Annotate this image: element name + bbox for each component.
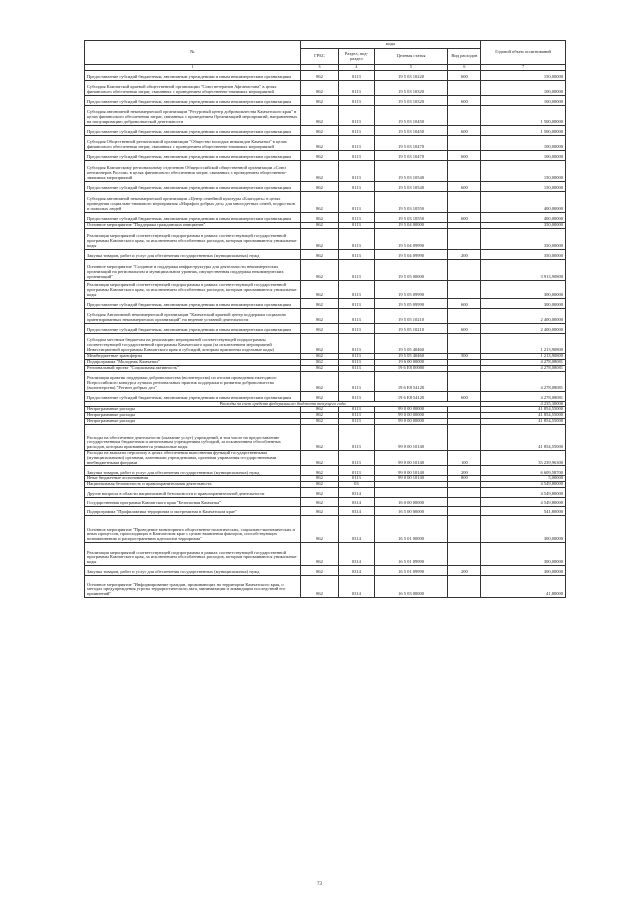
sum-cell: 300,00000 (481, 542, 566, 565)
expense-type-cell: 600 (448, 125, 481, 135)
name-cell: Предоставление субсидий бюджетным, автономным учреждениям и иным некоммерческим организациям (85, 181, 301, 191)
name-cell: Подпрограмма "Молодежь Камчатки" (85, 359, 301, 365)
target-cell: 99 0 00 00000 (374, 413, 448, 419)
grbs-cell: 862 (300, 476, 338, 482)
expense-type-cell (448, 105, 481, 125)
column-number: 5 (374, 65, 448, 71)
section-cell: 0113 (339, 249, 375, 259)
sum-cell: 150,00000 (481, 160, 566, 181)
name-cell: Региональный проект "Социальная активность" (85, 365, 301, 371)
sum-cell: 6 609,58700 (481, 466, 566, 476)
sum-cell: 41 854,55000 (481, 413, 566, 419)
sum-cell: 4 549,80000 (481, 482, 566, 488)
sum-cell: 1 500,00000 (481, 105, 566, 125)
table-row (85, 212, 566, 222)
grbs-cell: 862 (300, 308, 338, 323)
table-row (85, 298, 566, 308)
target-cell: 19 5 03 10220 (374, 70, 448, 80)
target-cell: 19 5 05 00000 (374, 259, 448, 280)
name-cell: Реализация мероприятий соответствующей подпрограммы в рамках соответствующей государственной программы Камчатского края, за исключением обособленных расходов, которым присваиваются уникальные коды (85, 228, 301, 249)
target-cell: 99 0 00 00000 (374, 407, 448, 413)
section-cell: 0113 (339, 222, 375, 228)
expense-type-cell: 200 (448, 466, 481, 476)
section-cell: 0113 (339, 259, 375, 280)
target-cell: 19 5 05 40460 (374, 333, 448, 353)
budget-table (84, 40, 566, 598)
target-cell: 19 6 00 00000 (374, 359, 448, 365)
grbs-cell: 862 (300, 565, 338, 575)
section-cell: 0113 (339, 365, 375, 371)
target-cell: 16 5 01 00000 (374, 515, 448, 542)
expense-type-cell (448, 228, 481, 249)
expense-type-cell (448, 487, 481, 497)
target-cell: 16 0 00 00000 (374, 497, 448, 506)
sum-cell: 541,80000 (481, 506, 566, 515)
grbs-cell: 862 (300, 70, 338, 80)
section-cell: 0113 (339, 191, 375, 212)
sum-cell: 4 278,08081 (481, 359, 566, 365)
column-number: 6 (448, 65, 481, 71)
section-cell: 0113 (339, 359, 375, 365)
table-row (85, 515, 566, 542)
table-row (85, 424, 566, 450)
table-row (85, 160, 566, 181)
grbs-cell: 862 (300, 575, 338, 597)
name-cell: Реализация мероприятий соответствующей подпрограммы в рамках соответствующей государственной программы Камчатского края, за исключением обособленных расходов, которым присваиваются уникальные коды (85, 280, 301, 298)
grbs-cell: 862 (300, 542, 338, 565)
section-cell: 0113 (339, 391, 375, 401)
table-row (85, 181, 566, 191)
table-row (85, 70, 566, 80)
target-cell: 19 5 03 10550 (374, 191, 448, 212)
header-target-article: Целевая статья (374, 49, 448, 65)
table-row (85, 259, 566, 280)
expense-type-cell (448, 333, 481, 353)
column-number: 4 (339, 65, 375, 71)
table-row (85, 450, 566, 465)
expense-type-cell: 600 (448, 70, 481, 80)
column-number: 3 (300, 65, 338, 71)
grbs-cell: 862 (300, 125, 338, 135)
name-cell: Расходы на обеспечение деятельности (оказание услуг) учреждений, в том числе на предоставление государственным бюджетным и автономным учреждениям субсидий, за исключением обособленных расходов, которым присваиваются уникальные коды (85, 424, 301, 450)
section-cell: 0113 (339, 228, 375, 249)
grbs-cell: 862 (300, 353, 338, 359)
table-row (85, 542, 566, 565)
table-row (85, 80, 566, 95)
table-row (85, 135, 566, 150)
table-row (85, 308, 566, 323)
header-number: № (85, 41, 301, 65)
section-cell: 0314 (339, 575, 375, 597)
sum-cell: 350,00000 (481, 222, 566, 228)
sum-cell: 4 278,08081 (481, 371, 566, 391)
section-cell: 0113 (339, 80, 375, 95)
table-row (85, 150, 566, 160)
grbs-cell: 862 (300, 466, 338, 476)
sum-cell: 4 235,30000 (481, 401, 566, 407)
sum-cell: 400,00000 (481, 212, 566, 222)
target-cell: 16 5 00 00000 (374, 506, 448, 515)
section-cell: 0113 (339, 181, 375, 191)
table-row (85, 191, 566, 212)
sum-cell: 1 500,00000 (481, 125, 566, 135)
table-row (85, 371, 566, 391)
name-cell: Субсидия автономной некоммерческой организации "Ресурсный центр добровольчества Камчатского края" в целях финансового обеспечения затрат, связанных с проведением Организацией мероприятий, направленных на популяризацию добровольческой деятельности (85, 105, 301, 125)
name-cell: Субсидия Общественной региональной организации "Общество молодых инвалидов Камчатки" в целях финансового обеспечения затрат, связанных с проведением общественно-значимых мероприятий (85, 135, 301, 150)
table-row (85, 125, 566, 135)
target-cell: 19 6 E8 00000 (374, 365, 448, 371)
grbs-cell: 862 (300, 506, 338, 515)
target-cell: 99 0 00 10140 (374, 424, 448, 450)
section-cell: 0113 (339, 150, 375, 160)
sum-cell: 400,00000 (481, 191, 566, 212)
name-cell: Межбюджетные трансферты (85, 353, 301, 359)
grbs-cell: 862 (300, 298, 338, 308)
name-cell: Субсидии местным бюджетам на реализацию мероприятий соответствующей подпрограммы соответствующей государственной программы Камчатского края (за исключением мероприятий Инвестиционной программы Камчатского края и субсидий, которым присвоены отдельные коды) (85, 333, 301, 353)
sum-cell: 100,00000 (481, 80, 566, 95)
target-cell: 19 5 05 40460 (374, 353, 448, 359)
expense-type-cell: 600 (448, 181, 481, 191)
expense-type-cell: 600 (448, 391, 481, 401)
name-cell: Субсидия Автономной некоммерческой организации "Камчатский краевой центр поддержки социально ориентированных некоммерческих организаций" на ведение уставной деятельности (85, 308, 301, 323)
expense-type-cell: 600 (448, 212, 481, 222)
name-cell: Непрограммные расходы (85, 418, 301, 424)
name-cell: Основное мероприятие "Поддержка гражданских инициатив" (85, 222, 301, 228)
sum-cell: 41 854,55000 (481, 424, 566, 450)
expense-type-cell: 600 (448, 323, 481, 333)
sum-cell: 300,00000 (481, 298, 566, 308)
name-cell: Непрограммные расходы (85, 407, 301, 413)
section-cell: 0113 (339, 135, 375, 150)
grbs-cell: 862 (300, 259, 338, 280)
section-cell: 0113 (339, 450, 375, 465)
target-cell: 19 5 03 10470 (374, 135, 448, 150)
sum-cell: 4 549,80000 (481, 487, 566, 497)
target-cell: 99 0 00 10140 (374, 450, 448, 465)
table-row (85, 333, 566, 353)
grbs-cell: 862 (300, 191, 338, 212)
expense-type-cell (448, 542, 481, 565)
section-cell: 0113 (339, 333, 375, 353)
table-row (85, 487, 566, 497)
table-row (85, 575, 566, 597)
name-cell: Субсидия Камчатской краевой общественной организации "Союз ветеранов Афганистана" в целях финансового обеспечения затрат, связанных с проведением общественно-значимых мероприятий (85, 80, 301, 95)
name-cell: Непрограммные расходы (85, 413, 301, 419)
sum-cell: 5,00000 (481, 476, 566, 482)
expense-type-cell: 200 (448, 249, 481, 259)
grbs-cell: 862 (300, 160, 338, 181)
section-cell: 0113 (339, 280, 375, 298)
name-cell: Реализация мероприятий соответствующей подпрограммы в рамках соответствующей государственной программы Камчатского края, за исключением обособленных расходов, которым присваиваются уникальные коды (85, 542, 301, 565)
expense-type-cell (448, 308, 481, 323)
header-codes-group: коды (300, 41, 480, 49)
name-cell: Предоставление субсидий бюджетным, автономным учреждениям и иным некоммерческим организациям (85, 323, 301, 333)
expense-type-cell (448, 575, 481, 597)
expense-type-cell (448, 424, 481, 450)
expense-type-cell: 800 (448, 476, 481, 482)
name-cell: Основное мероприятие "Проведение мониторинга общественно-политических, социально-экономических и иных процессов, происходящих в Камчатском крае с целью выявления факторов, способствующих возникновению и распространению идеологии терроризма" (85, 515, 301, 542)
grbs-cell: 862 (300, 280, 338, 298)
section-cell: 0314 (339, 565, 375, 575)
target-cell (374, 487, 448, 497)
sum-cell: 100,00000 (481, 95, 566, 105)
section-cell: 0113 (339, 212, 375, 222)
note-cell: Расходы за счет средств федерального бюджета текущего года (85, 401, 481, 407)
target-cell: 19 6 E8 54120 (374, 391, 448, 401)
section-cell: 0113 (339, 70, 375, 80)
name-cell: Реализация практик поддержки добровольчества (волонтерства) по итогам проведения ежегодного Всероссийского конкурса лучших региональных практик поддержки и развития добровольчества (волонтерства) "Регион добрых дел" (85, 371, 301, 391)
section-cell: 0113 (339, 476, 375, 482)
header-section: Раздел, под-раздел (339, 49, 375, 65)
sum-cell: 300,00000 (481, 280, 566, 298)
sum-cell: 2 400,00000 (481, 308, 566, 323)
grbs-cell: 862 (300, 333, 338, 353)
grbs-cell: 862 (300, 323, 338, 333)
grbs-cell: 862 (300, 135, 338, 150)
sum-cell: 41,80000 (481, 575, 566, 597)
expense-type-cell (448, 497, 481, 506)
grbs-cell: 862 (300, 487, 338, 497)
section-cell: 0113 (339, 298, 375, 308)
name-cell: Другие вопросы в области национальной безопасности и правоохранительной деятельности (85, 487, 301, 497)
grbs-cell: 862 (300, 413, 338, 419)
sum-cell: 3 913,90800 (481, 259, 566, 280)
target-cell: 19 5 03 10320 (374, 80, 448, 95)
sum-cell: 100,00000 (481, 135, 566, 150)
expense-type-cell: 600 (448, 150, 481, 160)
grbs-cell: 862 (300, 181, 338, 191)
grbs-cell: 862 (300, 212, 338, 222)
expense-type-cell (448, 191, 481, 212)
sum-cell: 4 278,08081 (481, 365, 566, 371)
grbs-cell: 862 (300, 482, 338, 488)
name-cell: Предоставление субсидий бюджетным, автономным учреждениям и иным некоммерческим организациям (85, 150, 301, 160)
target-cell: 19 6 E8 54120 (374, 371, 448, 391)
section-cell: 0113 (339, 95, 375, 105)
grbs-cell: 862 (300, 371, 338, 391)
expense-type-cell (448, 259, 481, 280)
header-expense-type: Вид расходов (448, 49, 481, 65)
section-cell: 0314 (339, 515, 375, 542)
target-cell: 19 5 03 10320 (374, 95, 448, 105)
sum-cell: 150,00000 (481, 181, 566, 191)
grbs-cell: 862 (300, 359, 338, 365)
name-cell: Основное мероприятие "Создание и поддержка инфраструктуры для деятельности некоммерческих организаций на региональном и муниципальном уровнях, имущественная поддержка некоммерческих организаций" (85, 259, 301, 280)
section-cell: 0314 (339, 497, 375, 506)
grbs-cell: 862 (300, 105, 338, 125)
table-row (85, 497, 566, 506)
name-cell: Субсидия Камчатскому региональному отделению Общероссийской общественной организации «Союз пенсионеров России» в целях финансового обеспечения затрат, связанных с проведением общественно-значимых мероприятий (85, 160, 301, 181)
table-header (85, 41, 566, 71)
target-cell: 19 5 05 10210 (374, 308, 448, 323)
section-cell: 0113 (339, 125, 375, 135)
name-cell: Государственная программа Камчатского края "Безопасная Камчатка" (85, 497, 301, 506)
expense-type-cell: 200 (448, 565, 481, 575)
grbs-cell: 862 (300, 391, 338, 401)
table-row (85, 323, 566, 333)
expense-type-cell (448, 135, 481, 150)
name-cell: Предоставление субсидий бюджетным, автономным учреждениям и иным некоммерческим организациям (85, 70, 301, 80)
sum-cell: 41 854,55000 (481, 407, 566, 413)
target-cell: 19 5 03 10470 (374, 150, 448, 160)
target-cell: 19 5 03 10540 (374, 160, 448, 181)
target-cell: 19 5 04 09990 (374, 228, 448, 249)
expense-type-cell (448, 506, 481, 515)
grbs-cell: 862 (300, 228, 338, 249)
target-cell: 19 5 03 10450 (374, 105, 448, 125)
grbs-cell: 862 (300, 424, 338, 450)
target-cell: 19 5 05 09990 (374, 298, 448, 308)
sum-cell: 100,00000 (481, 150, 566, 160)
name-cell: Предоставление субсидий бюджетным, автономным учреждениям и иным некоммерческим организациям (85, 391, 301, 401)
table-row (85, 391, 566, 401)
table-row (85, 249, 566, 259)
expense-type-cell (448, 160, 481, 181)
grbs-cell: 862 (300, 150, 338, 160)
expense-type-cell: 100 (448, 450, 481, 465)
grbs-cell: 862 (300, 80, 338, 95)
section-cell: 0113 (339, 105, 375, 125)
target-cell: 99 0 00 10140 (374, 476, 448, 482)
section-cell: 0113 (339, 413, 375, 419)
sum-cell: 4 278,08081 (481, 391, 566, 401)
name-cell: Расходы на выплаты персоналу в целях обеспечения выполнения функций государственными (муниципальными) органами, казенными учреждениями, органами управления государственными внебюджетными фондами (85, 450, 301, 465)
target-cell: 99 0 00 10140 (374, 466, 448, 476)
name-cell: Подпрограмма "Профилактика терроризма и экстремизма в Камчатском крае" (85, 506, 301, 515)
column-number: 7 (481, 65, 566, 71)
expense-type-cell (448, 80, 481, 95)
expense-type-cell (448, 515, 481, 542)
table-row (85, 228, 566, 249)
section-cell: 0314 (339, 542, 375, 565)
grbs-cell: 862 (300, 497, 338, 506)
sum-cell: 350,00000 (481, 249, 566, 259)
sum-cell: 35 239,96300 (481, 450, 566, 465)
table-row (85, 565, 566, 575)
target-cell: 16 5 03 00000 (374, 575, 448, 597)
expense-type-cell: 600 (448, 95, 481, 105)
section-cell: 0113 (339, 418, 375, 424)
header-annual-volume: Годовой объем ассигнований (481, 41, 566, 65)
sum-cell: 300,00000 (481, 515, 566, 542)
sum-cell: 350,00000 (481, 228, 566, 249)
expense-type-cell: 600 (448, 298, 481, 308)
target-cell: 16 5 01 09990 (374, 565, 448, 575)
expense-type-cell (448, 371, 481, 391)
grbs-cell: 862 (300, 249, 338, 259)
name-cell: Предоставление субсидий бюджетным, автономным учреждениям и иным некоммерческим организациям (85, 212, 301, 222)
section-cell: 0113 (339, 407, 375, 413)
section-cell: 0113 (339, 424, 375, 450)
name-cell: Предоставление субсидий бюджетным, автономным учреждениям и иным некоммерческим организациям (85, 125, 301, 135)
name-cell: Субсидия автономной некоммерческой организации «Центр семейной культуры «Благодать» в целях проведения социально-значимого мероприятия «Марафон добрых дел» для многодетных семей, подростков и пожилых людей (85, 191, 301, 212)
target-cell: 19 5 05 10210 (374, 323, 448, 333)
target-cell: 19 5 03 10450 (374, 125, 448, 135)
section-cell: 03 (339, 482, 375, 488)
grbs-cell: 862 (300, 222, 338, 228)
target-cell: 19 5 03 10540 (374, 181, 448, 191)
sum-cell: 1 213,90800 (481, 353, 566, 359)
target-cell: 19 5 04 00000 (374, 222, 448, 228)
section-cell: 0113 (339, 371, 375, 391)
grbs-cell: 862 (300, 450, 338, 465)
table-row (85, 280, 566, 298)
name-cell: Закупка товаров, работ и услуг для обеспечения государственных (муниципальных) нужд (85, 466, 301, 476)
target-cell: 19 5 04 09990 (374, 249, 448, 259)
section-cell: 0314 (339, 506, 375, 515)
table-body (85, 70, 566, 597)
section-cell: 0113 (339, 323, 375, 333)
table-row (85, 95, 566, 105)
column-number: 1 (85, 65, 301, 71)
sum-cell: 150,00000 (481, 70, 566, 80)
name-cell: Иные бюджетные ассигнования (85, 476, 301, 482)
name-cell: Национальная безопасность и правоохранительная деятельность (85, 482, 301, 488)
grbs-cell: 862 (300, 95, 338, 105)
name-cell: Закупка товаров, работ и услуг для обеспечения государственных (муниципальных) нужд (85, 565, 301, 575)
expense-type-cell (448, 280, 481, 298)
page-number: 73 (317, 882, 322, 887)
sum-cell: 1 213,90800 (481, 333, 566, 353)
grbs-cell: 862 (300, 407, 338, 413)
section-cell: 0113 (339, 308, 375, 323)
target-cell: 19 5 03 10550 (374, 212, 448, 222)
sum-cell: 4 549,80000 (481, 497, 566, 506)
section-cell: 0314 (339, 487, 375, 497)
grbs-cell: 862 (300, 515, 338, 542)
table-row (85, 105, 566, 125)
section-cell: 0113 (339, 353, 375, 359)
section-cell: 0113 (339, 466, 375, 476)
header-grbs: ГРБС (300, 49, 338, 65)
name-cell: Предоставление субсидий бюджетным, автономным учреждениям и иным некоммерческим организациям (85, 95, 301, 105)
target-cell: 16 5 01 09990 (374, 542, 448, 565)
expense-type-cell: 500 (448, 353, 481, 359)
sum-cell: 2 400,00000 (481, 323, 566, 333)
section-cell: 0113 (339, 160, 375, 181)
target-cell: 19 5 05 09990 (374, 280, 448, 298)
name-cell: Предоставление субсидий бюджетным, автономным учреждениям и иным некоммерческим организациям (85, 298, 301, 308)
name-cell: Закупка товаров, работ и услуг для обеспечения государственных (муниципальных) нужд (85, 249, 301, 259)
table-row (85, 466, 566, 476)
name-cell: Основное мероприятие "Информирование граждан, проживающих на территории Камчатского края, о методах предупреждения угрозы террористического акта, минимизации и ликвидации последствий его проявлений" (85, 575, 301, 597)
sum-cell: 300,00000 (481, 565, 566, 575)
target-cell: 99 0 00 00000 (374, 418, 448, 424)
sum-cell: 41 854,55000 (481, 418, 566, 424)
grbs-cell: 862 (300, 365, 338, 371)
grbs-cell: 862 (300, 418, 338, 424)
table-row (85, 506, 566, 515)
